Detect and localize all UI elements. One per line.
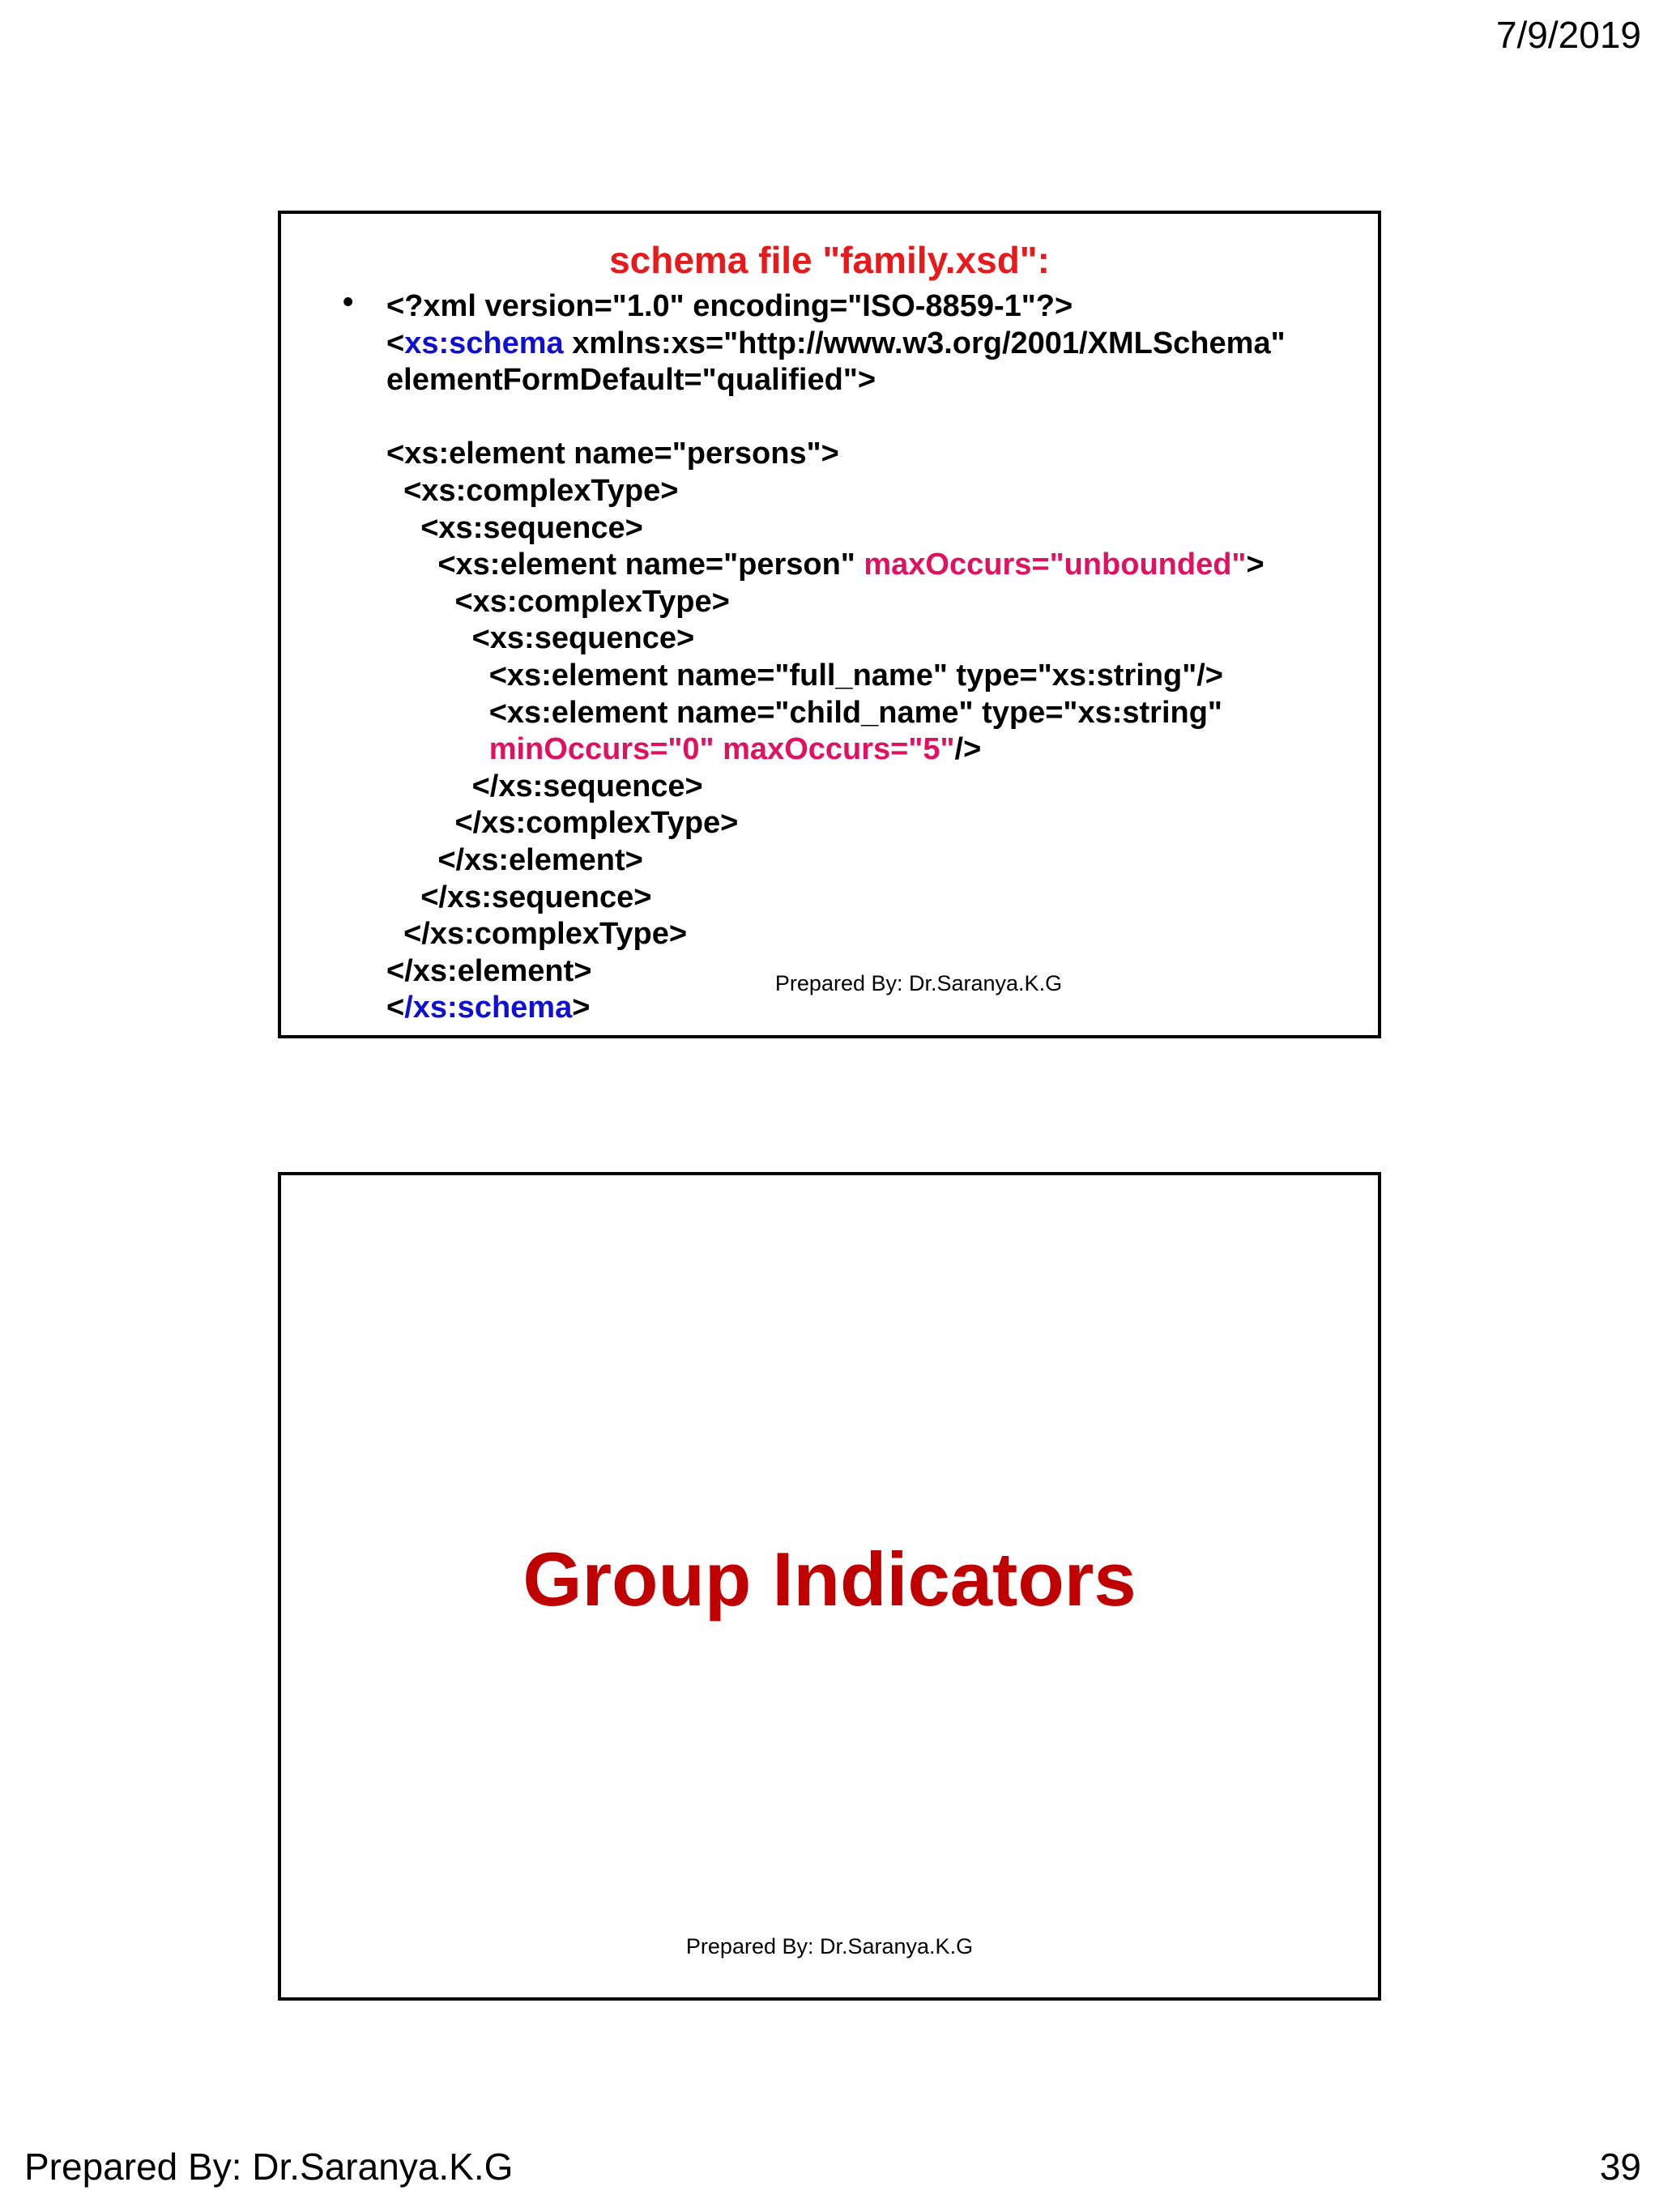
code-text: <xs:element name="full_name" type="xs:string"/>	[386, 658, 1223, 693]
code-text: xmlns:xs="http://www.w3.org/2001/XMLSchema"	[563, 326, 1286, 360]
code-line	[386, 842, 1286, 880]
code-text: </xs:element>	[386, 842, 643, 877]
code-keyword: xs:schema	[404, 326, 564, 360]
slide-schema-file	[278, 211, 1381, 1038]
slide-footer: Prepared By: Dr.Saranya.K.G	[685, 1934, 974, 1958]
code-text: <xs:element name="persons">	[386, 437, 839, 471]
code-line	[386, 769, 1286, 806]
code-text: <xs:complexType>	[386, 584, 730, 619]
code-text	[386, 732, 489, 766]
code-text: <xs:sequence>	[386, 621, 695, 656]
code-text: <	[386, 326, 405, 360]
code-line	[386, 620, 1286, 658]
code-line	[386, 880, 1286, 917]
code-text: </xs:complexType>	[386, 917, 688, 952]
code-text: />	[954, 732, 982, 767]
code-text: <xs:sequence>	[386, 510, 643, 545]
code-line	[386, 916, 1286, 953]
code-text: </xs:element>	[386, 953, 592, 988]
slide-title: schema file "family.xsd":	[609, 239, 1050, 281]
code-text: <xs:element name="child_name" type="xs:string"	[386, 695, 1222, 730]
code-text: >	[1246, 548, 1265, 582]
code-text: elementFormDefault="qualified">	[386, 363, 876, 398]
page-footer-author: Prepared By: Dr.Saranya.K.G	[24, 2146, 514, 2188]
slide-group-indicators	[278, 1172, 1381, 2001]
code-line	[386, 547, 1286, 584]
slide-footer: Prepared By: Dr.Saranya.K.G	[774, 971, 1063, 995]
page-number: 39	[1599, 2146, 1641, 2188]
slide-heading: Group Indicators	[522, 1536, 1137, 1622]
code-text: </xs:sequence>	[386, 769, 703, 803]
code-attribute: maxOccurs="unbounded"	[864, 548, 1247, 582]
code-line	[386, 288, 1286, 326]
code-text: <	[386, 991, 405, 1025]
code-text: >	[572, 991, 591, 1025]
code-line	[386, 805, 1286, 842]
code-line	[386, 731, 1286, 769]
xsd-code-block	[386, 288, 1286, 1027]
code-line	[386, 584, 1286, 621]
bullet-marker: •	[343, 285, 354, 319]
code-text: <xs:complexType>	[386, 473, 679, 508]
code-keyword: /xs:schema	[404, 991, 573, 1025]
code-attribute: minOccurs="0" maxOccurs="5"	[488, 732, 955, 767]
code-text: <xs:element name="person"	[386, 548, 864, 582]
code-text: </xs:complexType>	[386, 806, 739, 841]
code-text: <?xml version="1.0" encoding="ISO-8859-1"?>	[386, 289, 1073, 323]
code-line	[386, 362, 1286, 399]
code-line	[386, 473, 1286, 510]
code-text: </xs:sequence>	[386, 880, 652, 914]
page-date: 7/9/2019	[1495, 14, 1641, 56]
code-line	[386, 326, 1286, 363]
code-line	[386, 399, 1286, 437]
code-line	[386, 695, 1286, 732]
code-line	[386, 658, 1286, 695]
code-line	[386, 510, 1286, 548]
code-line	[386, 436, 1286, 473]
